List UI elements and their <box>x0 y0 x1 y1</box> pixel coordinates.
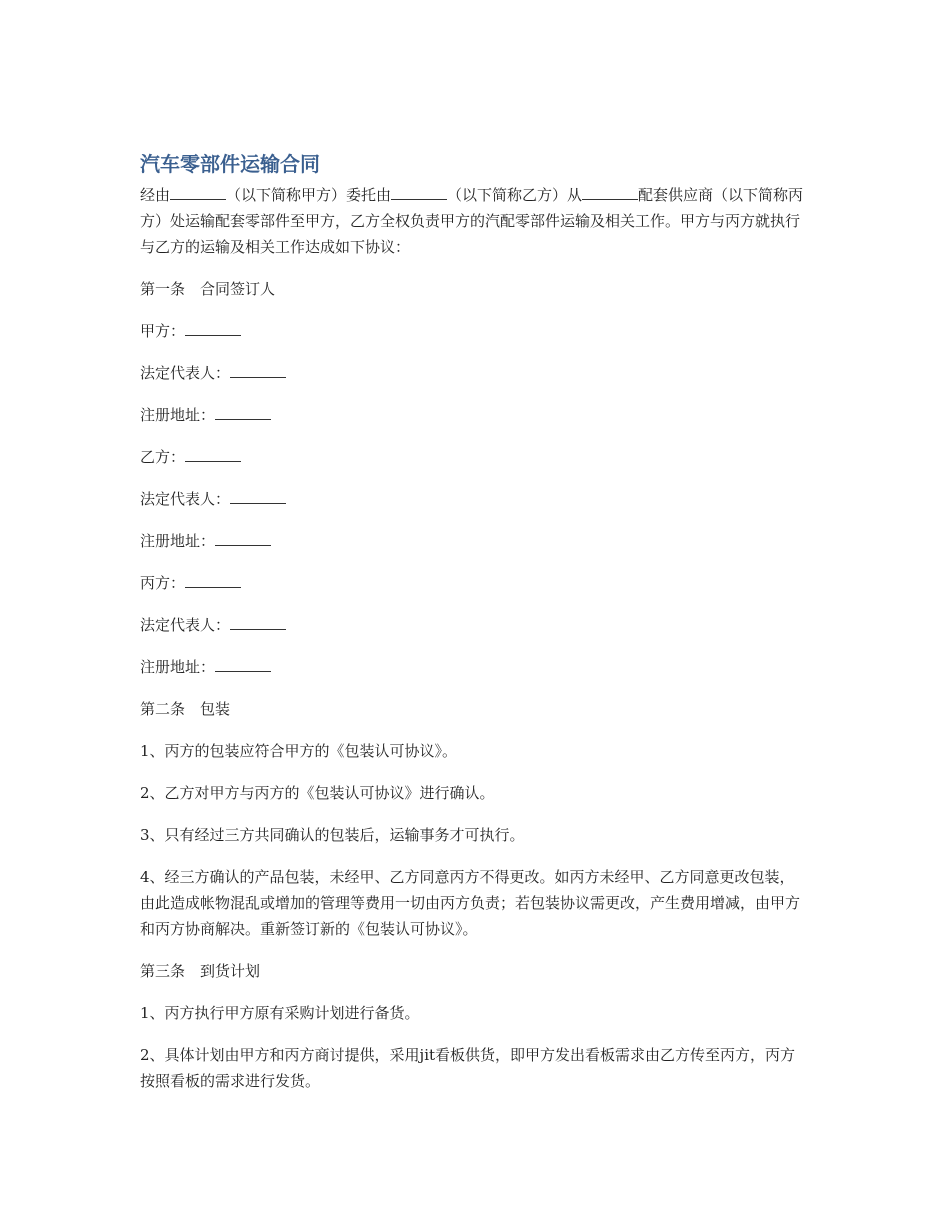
party-a-line <box>140 318 808 344</box>
addr-c-line <box>140 654 808 680</box>
article-3-heading: 第三条 到货计划 <box>140 962 261 980</box>
blank-field <box>170 182 226 200</box>
blank-field <box>582 182 638 200</box>
document-title: 汽车零部件运输合同 <box>140 152 320 176</box>
contract-page <box>140 148 808 1110</box>
intro-text-3: （以下简称乙方）从 <box>447 186 583 204</box>
rep-a-label: 法定代表人： <box>140 364 231 382</box>
intro-text-1: 经由 <box>140 186 171 204</box>
addr-b-line <box>140 528 808 554</box>
rep-a-line <box>140 360 808 386</box>
article-2-item-2: 2、乙方对甲方与丙方的《包装认可协议》进行确认。 <box>140 784 495 802</box>
rep-c-line <box>140 612 808 638</box>
article-3-item-1: 1、丙方执行甲方原有采购计划进行备货。 <box>140 1004 420 1022</box>
addr-c-label: 注册地址： <box>140 658 216 676</box>
blank-field <box>215 654 271 672</box>
blank-field <box>185 444 241 462</box>
blank-field <box>230 360 286 378</box>
party-c-line <box>140 570 808 596</box>
party-b-line <box>140 444 808 470</box>
intro-text-2: （以下简称甲方）委托由 <box>226 186 392 204</box>
addr-b-label: 注册地址： <box>140 532 216 550</box>
rep-c-label: 法定代表人： <box>140 616 231 634</box>
article-2-item-4: 4、经三方确认的产品包装，未经甲、乙方同意丙方不得更改。如丙方未经甲、乙方同意更改包装，由此造成帐物混乱或增加的管理等费用一切由丙方负责；若包装协议需更改，产生费用增减，由甲方和丙方协商解决。重新签订新的《包装认可协议》。 <box>140 868 801 938</box>
rep-b-line <box>140 486 808 512</box>
rep-b-label: 法定代表人： <box>140 490 231 508</box>
party-c-label: 丙方： <box>140 574 186 592</box>
party-b-label: 乙方： <box>140 448 186 466</box>
blank-field <box>230 612 286 630</box>
intro-paragraph <box>140 182 808 260</box>
blank-field <box>215 402 271 420</box>
blank-field <box>185 570 241 588</box>
intro-text-4: 配套供应商（以下简称丙方）处运输配套零部件至甲方，乙方全权负责甲方的汽配零部件运输及相关工作。甲方与丙方就执行与乙方的运输及相关工作达成如下协议： <box>140 186 804 256</box>
party-a-label: 甲方： <box>140 322 186 340</box>
blank-field <box>215 528 271 546</box>
article-1-heading: 第一条 合同签订人 <box>140 280 276 298</box>
article-2-item-3: 3、只有经过三方共同确认的包装后，运输事务才可执行。 <box>140 826 525 844</box>
blank-field <box>391 182 447 200</box>
blank-field <box>185 318 241 336</box>
blank-field <box>230 486 286 504</box>
addr-a-line <box>140 402 808 428</box>
article-3-item-2: 2、具体计划由甲方和丙方商讨提供，采用jit看板供货，即甲方发出看板需求由乙方传至丙方，丙方按照看板的需求进行发货。 <box>140 1046 796 1090</box>
article-2-heading: 第二条 包装 <box>140 700 231 718</box>
addr-a-label: 注册地址： <box>140 406 216 424</box>
article-2-item-1: 1、丙方的包装应符合甲方的《包装认可协议》。 <box>140 742 458 760</box>
